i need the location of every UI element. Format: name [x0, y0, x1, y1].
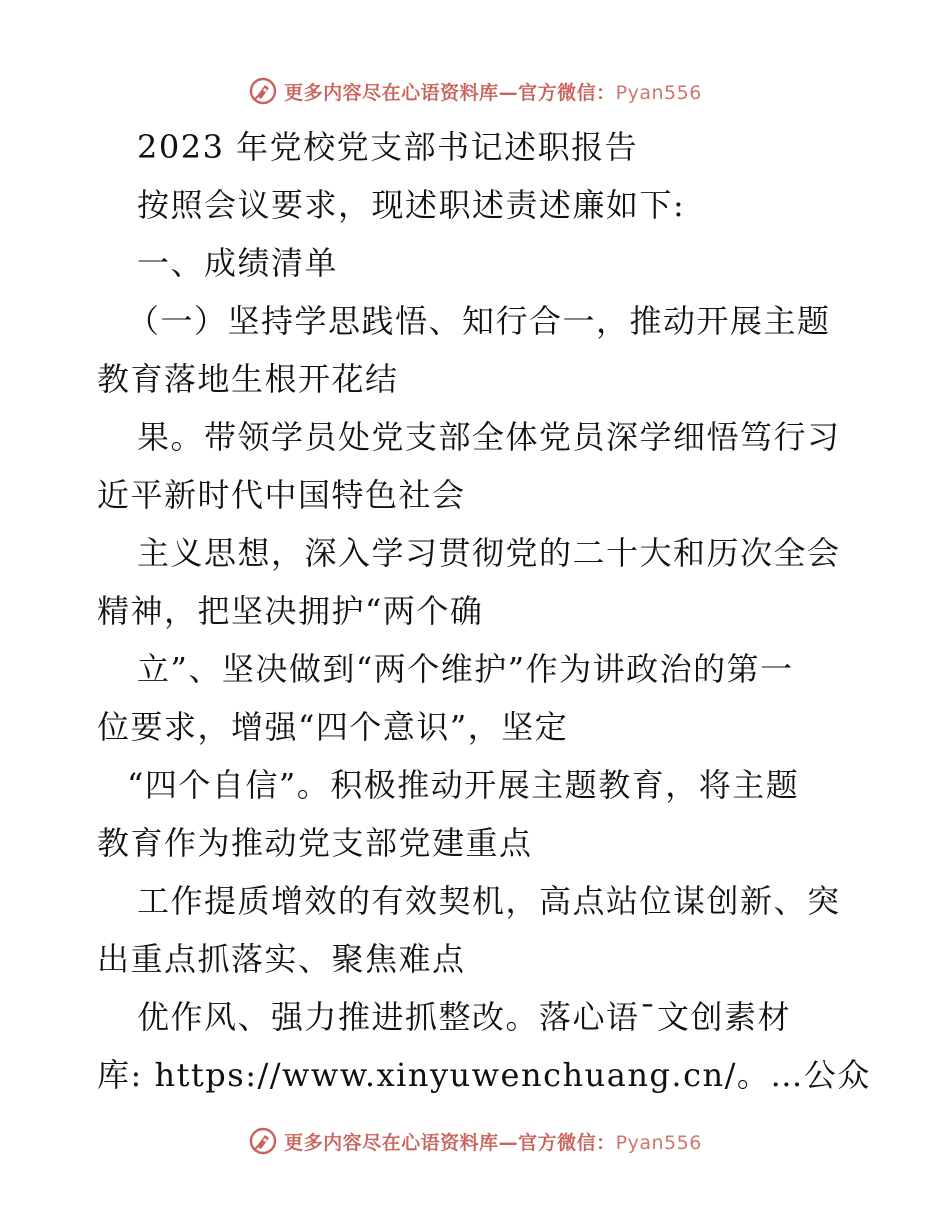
pen-nib-icon — [248, 1126, 278, 1156]
paragraph-line: 优作风、强力推进抓整改。落心语¯文创素材 — [137, 998, 792, 1036]
paragraph-line-url: 库: https://www.xinyuwenchuang.cn/。…公众 — [97, 1056, 871, 1094]
paragraph-line: 按照会议要求，现述职述责述廉如下: — [137, 186, 686, 224]
paragraph-line: 出重点抓落实、聚焦难点 — [97, 940, 466, 978]
paragraph-line: 教育落地生根开花结 — [97, 360, 399, 398]
section-heading: 一、成绩清单 — [137, 244, 339, 282]
paragraph-line: 近平新时代中国特色社会 — [97, 476, 466, 514]
pen-nib-icon — [248, 76, 278, 106]
paragraph-line: 精神，把坚决拥护“两个确 — [97, 592, 484, 630]
paragraph-line: 教育作为推动党支部党建重点 — [97, 824, 533, 862]
paragraph-line: “四个自信”。积极推动开展主题教育，将主题 — [127, 766, 800, 804]
paragraph-line: 果。带领学员处党支部全体党员深学细悟笃行习 — [137, 418, 841, 456]
paragraph-line: 立”、坚决做到“两个维护”作为讲政治的第一 — [137, 650, 794, 688]
watermark-header — [0, 74, 950, 108]
paragraph-line: 主义思想，深入学习贯彻党的二十大和历次全会 — [137, 534, 841, 572]
paragraph-line: 位要求，增强“四个意识”，坚定 — [97, 708, 569, 746]
watermark-text: 更多内容尽在心语资料库—官方微信：Pyan556 — [284, 1131, 702, 1154]
paragraph-line: 工作提质增效的有效契机，高点站位谋创新、突 — [137, 882, 841, 920]
watermark-text: 更多内容尽在心语资料库—官方微信：Pyan556 — [284, 81, 702, 104]
document-body — [97, 118, 871, 1104]
subsection-heading: （一）坚持学思践悟、知行合一，推动开展主题 — [127, 302, 831, 340]
watermark-footer — [0, 1124, 950, 1158]
document-title: 2023 年党校党支部书记述职报告 — [137, 128, 639, 166]
